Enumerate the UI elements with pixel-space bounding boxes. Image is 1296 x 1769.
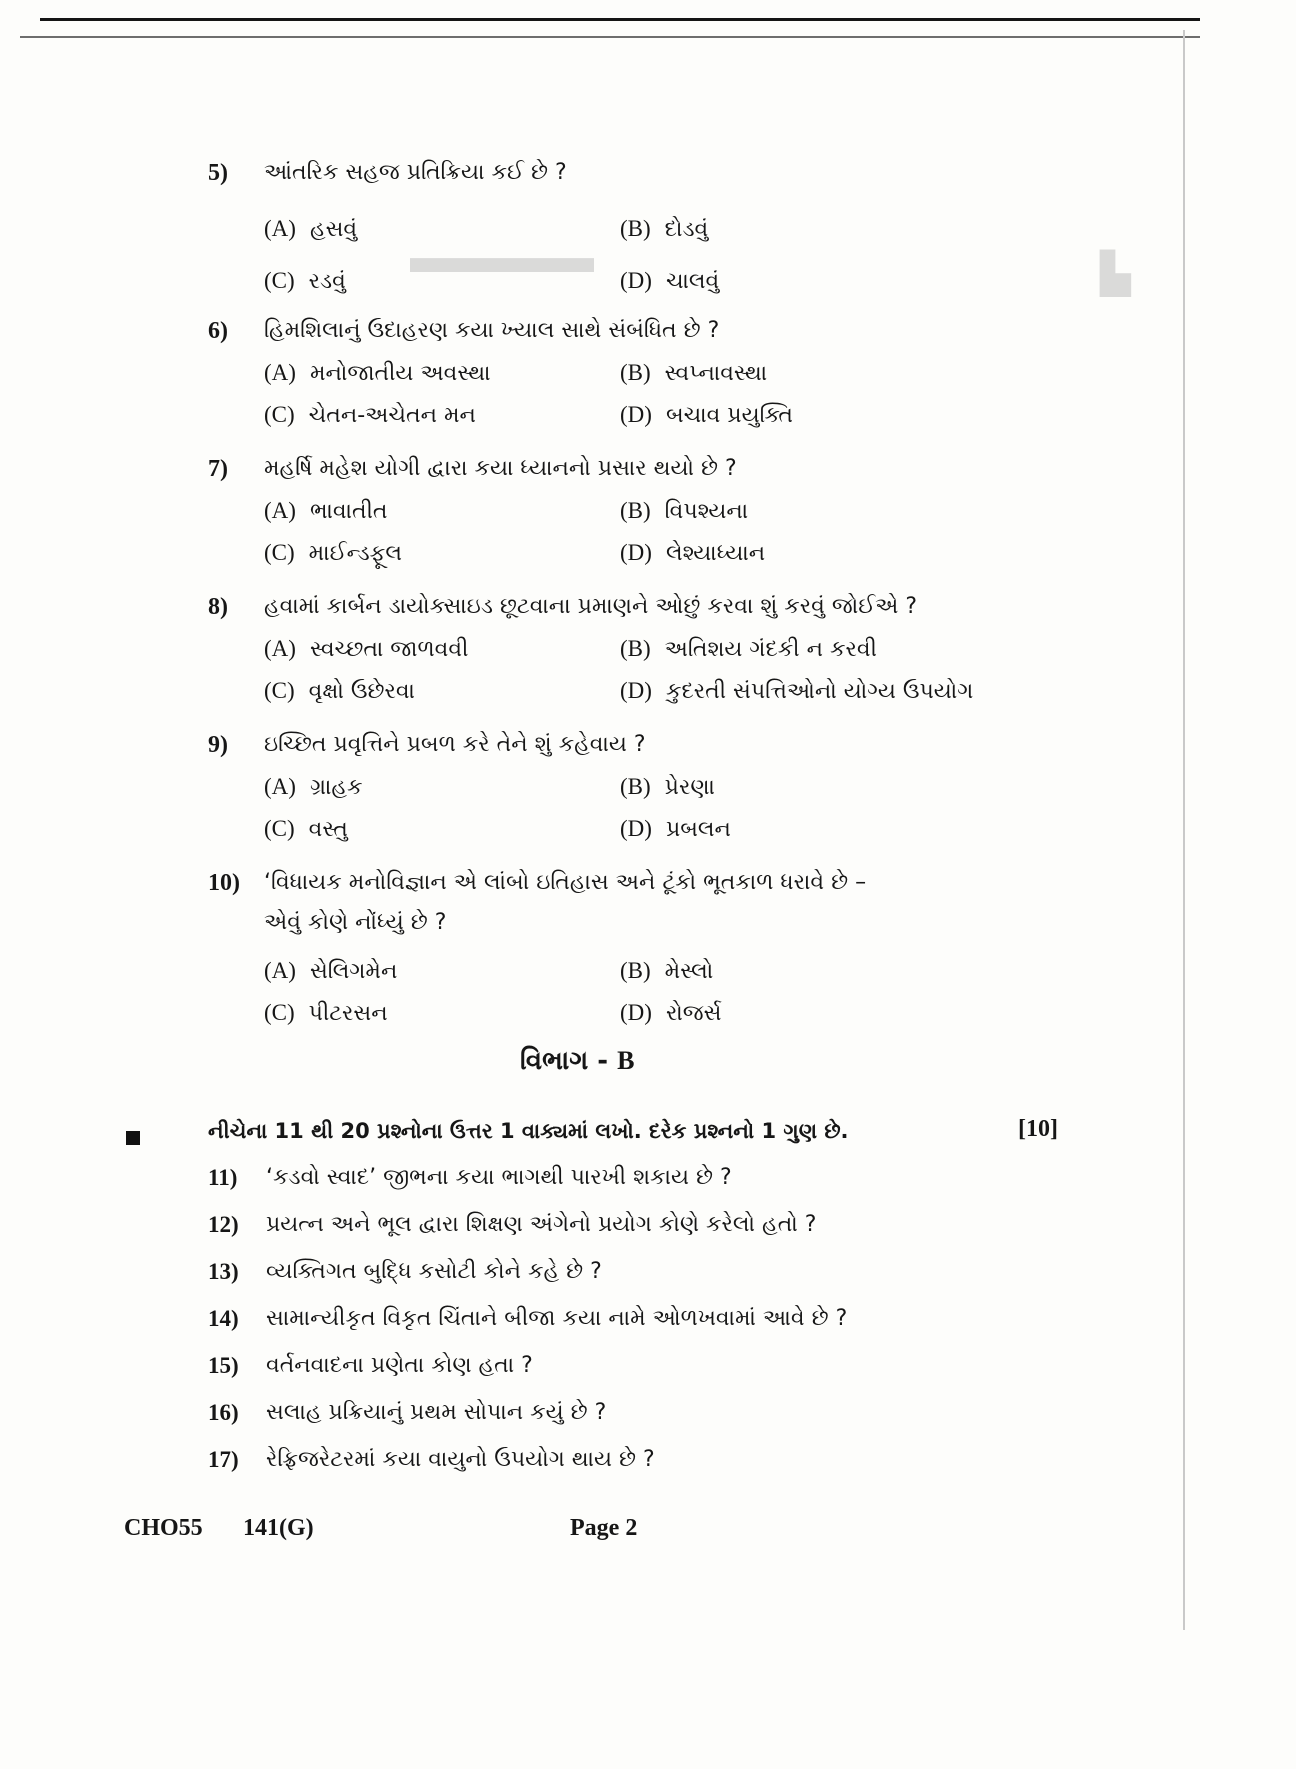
bleed-through-mark: ▬▬▬▬ — [410, 231, 594, 282]
footer-paper-number: 141(G) — [243, 1515, 314, 1541]
option-a: (A) ગ્રાહક — [264, 774, 363, 800]
option-c: (C) વૃક્ષો ઉછેરવા — [264, 678, 415, 704]
square-bullet-icon — [126, 1131, 140, 1145]
option-d: (D) કુદરતી સંપત્તિઓનો યોગ્ય ઉપયોગ — [620, 678, 974, 704]
footer-code: CHO55 — [124, 1515, 203, 1541]
option-d: (D) ચાલવું — [620, 268, 720, 294]
section-heading: વિભાગ - B — [520, 1046, 635, 1076]
question-text: ‘વિધાયક મનોવિજ્ઞાન એ લાંબો ઇતિહાસ અને ટૂંકો ભૂતકાળ ધરાવે છે – — [264, 870, 867, 895]
section-marks: [10] — [1018, 1116, 1058, 1142]
question-text: હિમશિલાનું ઉદાહરણ કયા ખ્યાલ સાથે સંબંધિત છે ? — [264, 318, 720, 343]
question-number: 7) — [208, 456, 228, 482]
bleed-through-mark: ▙ — [1100, 251, 1131, 296]
page-number: Page 2 — [570, 1515, 638, 1541]
scan-edge-line — [1183, 30, 1185, 1630]
option-a: (A) સેલિગમેન — [264, 958, 398, 984]
option-b: (B) અતિશય ગંદકી ન કરવી — [620, 636, 877, 662]
option-b: (B) દોડવું — [620, 216, 709, 242]
option-b: (B) મેસ્લો — [620, 958, 714, 984]
option-c: (C) માઈન્ડફૂલ — [264, 540, 403, 566]
question-text: ‘કડવો સ્વાદ’ જીભના કયા ભાગથી પારખી શકાય છે ? — [266, 1165, 732, 1190]
option-d: (D) લેશ્યાધ્યાન — [620, 540, 766, 566]
option-d: (D) બચાવ પ્રયુક્તિ — [620, 402, 794, 428]
option-c: (C) રડવું — [264, 268, 346, 294]
option-c: (C) પીટરસન — [264, 1000, 388, 1026]
section-instruction: નીચેના 11 થી 20 પ્રશ્નોના ઉત્તર 1 વાક્યમાં લખો. દરેક પ્રશ્નનો 1 ગુણ છે. — [208, 1119, 849, 1143]
top-rule-secondary — [20, 36, 1200, 38]
question-text: પ્રયત્ન અને ભૂલ દ્વારા શિક્ષણ અંગેનો પ્રયોગ કોણે કરેલો હતો ? — [266, 1212, 817, 1237]
option-c: (C) વસ્તુ — [264, 816, 348, 842]
question-number: 15) — [208, 1353, 239, 1378]
question-number: 16) — [208, 1400, 239, 1425]
question-number: 12) — [208, 1212, 239, 1237]
question-number: 14) — [208, 1306, 239, 1331]
option-d: (D) રોજર્સ — [620, 1000, 722, 1026]
top-rule — [40, 18, 1200, 21]
question-text-continued: એવું કોણે નોંધ્યું છે ? — [264, 910, 447, 935]
question-text: સામાન્યીકૃત વિકૃત ચિંતાને બીજા કયા નામે ઓળખવામાં આવે છે ? — [266, 1306, 848, 1331]
option-c: (C) ચેતન-અચેતન મન — [264, 402, 476, 428]
question-number: 11) — [208, 1165, 238, 1190]
option-a: (A) ભાવાતીત — [264, 498, 388, 524]
option-b: (B) પ્રેરણા — [620, 774, 715, 800]
question-text: વર્તનવાદના પ્રણેતા કોણ હતા ? — [266, 1353, 533, 1378]
option-b: (B) વિપશ્યના — [620, 498, 749, 524]
question-text: આંતરિક સહજ પ્રતિક્રિયા કઈ છે ? — [264, 160, 567, 185]
question-text: રેફ્રિજરેટરમાં કયા વાયુનો ઉપયોગ થાય છે ? — [266, 1447, 655, 1472]
option-a: (A) હસવું — [264, 216, 358, 242]
question-number: 13) — [208, 1259, 239, 1284]
question-number: 8) — [208, 594, 228, 620]
question-number: 6) — [208, 318, 228, 344]
question-number: 10) — [208, 870, 240, 896]
question-number: 9) — [208, 732, 228, 758]
question-text: વ્યક્તિગત બુદ્ધિ કસોટી કોને કહે છે ? — [266, 1259, 602, 1284]
question-text: હવામાં કાર્બન ડાયોક્સાઇડ છૂટવાના પ્રમાણને ઓછું કરવા શું કરવું જોઈએ ? — [264, 594, 918, 619]
question-text: ઇચ્છિત પ્રવૃત્તિને પ્રબળ કરે તેને શું કહેવાય ? — [264, 732, 646, 757]
question-number: 5) — [208, 160, 228, 186]
question-text: સલાહ પ્રક્રિયાનું પ્રથમ સોપાન કયું છે ? — [266, 1400, 607, 1425]
option-d: (D) પ્રબલન — [620, 816, 731, 842]
option-a: (A) મનોજાતીય અવસ્થા — [264, 360, 491, 386]
question-number: 17) — [208, 1447, 239, 1472]
option-b: (B) સ્વપ્નાવસ્થા — [620, 360, 768, 386]
question-text: મહર્ષિ મહેશ યોગી દ્વારા કયા ધ્યાનનો પ્રસાર થયો છે ? — [264, 456, 737, 481]
option-a: (A) સ્વચ્છતા જાળવવી — [264, 636, 469, 662]
